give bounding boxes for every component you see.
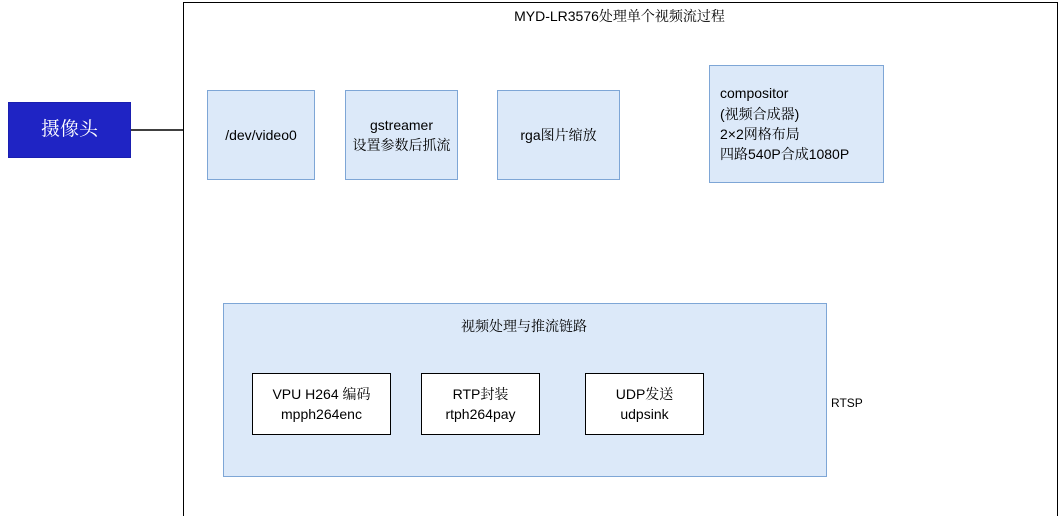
node-compositor-line2: (视频合成器) (720, 105, 800, 122)
node-rtp-pay[interactable] (421, 373, 540, 435)
node-compositor[interactable] (709, 65, 884, 183)
node-vpu-line1: VPU H264 编码 (272, 385, 371, 402)
edge-label-rtsp: RTSP (831, 396, 863, 410)
node-rtp-line2: rtph264pay (445, 406, 516, 422)
node-udp-sink[interactable] (585, 373, 704, 435)
node-camera[interactable] (8, 102, 131, 158)
node-udp-line2: udpsink (620, 406, 669, 422)
page-title: MYD-LR3576处理单个视频流过程 (514, 8, 725, 24)
node-gstreamer-line1: gstreamer (369, 116, 434, 133)
group-pipeline-label: 视频处理与推流链路 (461, 318, 587, 334)
node-vpu-encoder[interactable] (252, 373, 391, 435)
node-compositor-line1: compositor (720, 85, 789, 102)
node-compositor-line3: 2×2网格布局 (720, 126, 800, 142)
node-udp-line1: UDP发送 (615, 385, 674, 402)
node-camera-label: 摄像头 (40, 119, 98, 141)
node-rtp-line1: RTP封装 (452, 385, 509, 402)
node-video0-label: /dev/video0 (225, 126, 297, 143)
node-vpu-line2: mpph264enc (281, 406, 362, 422)
node-gstreamer-line2: 设置参数后抓流 (352, 137, 451, 153)
node-compositor-line4: 四路540P合成1080P (720, 146, 850, 163)
node-rga-label: rga图片缩放 (520, 126, 597, 143)
node-rga[interactable] (497, 90, 620, 180)
node-video0[interactable] (207, 90, 315, 180)
node-gstreamer[interactable] (345, 90, 458, 180)
